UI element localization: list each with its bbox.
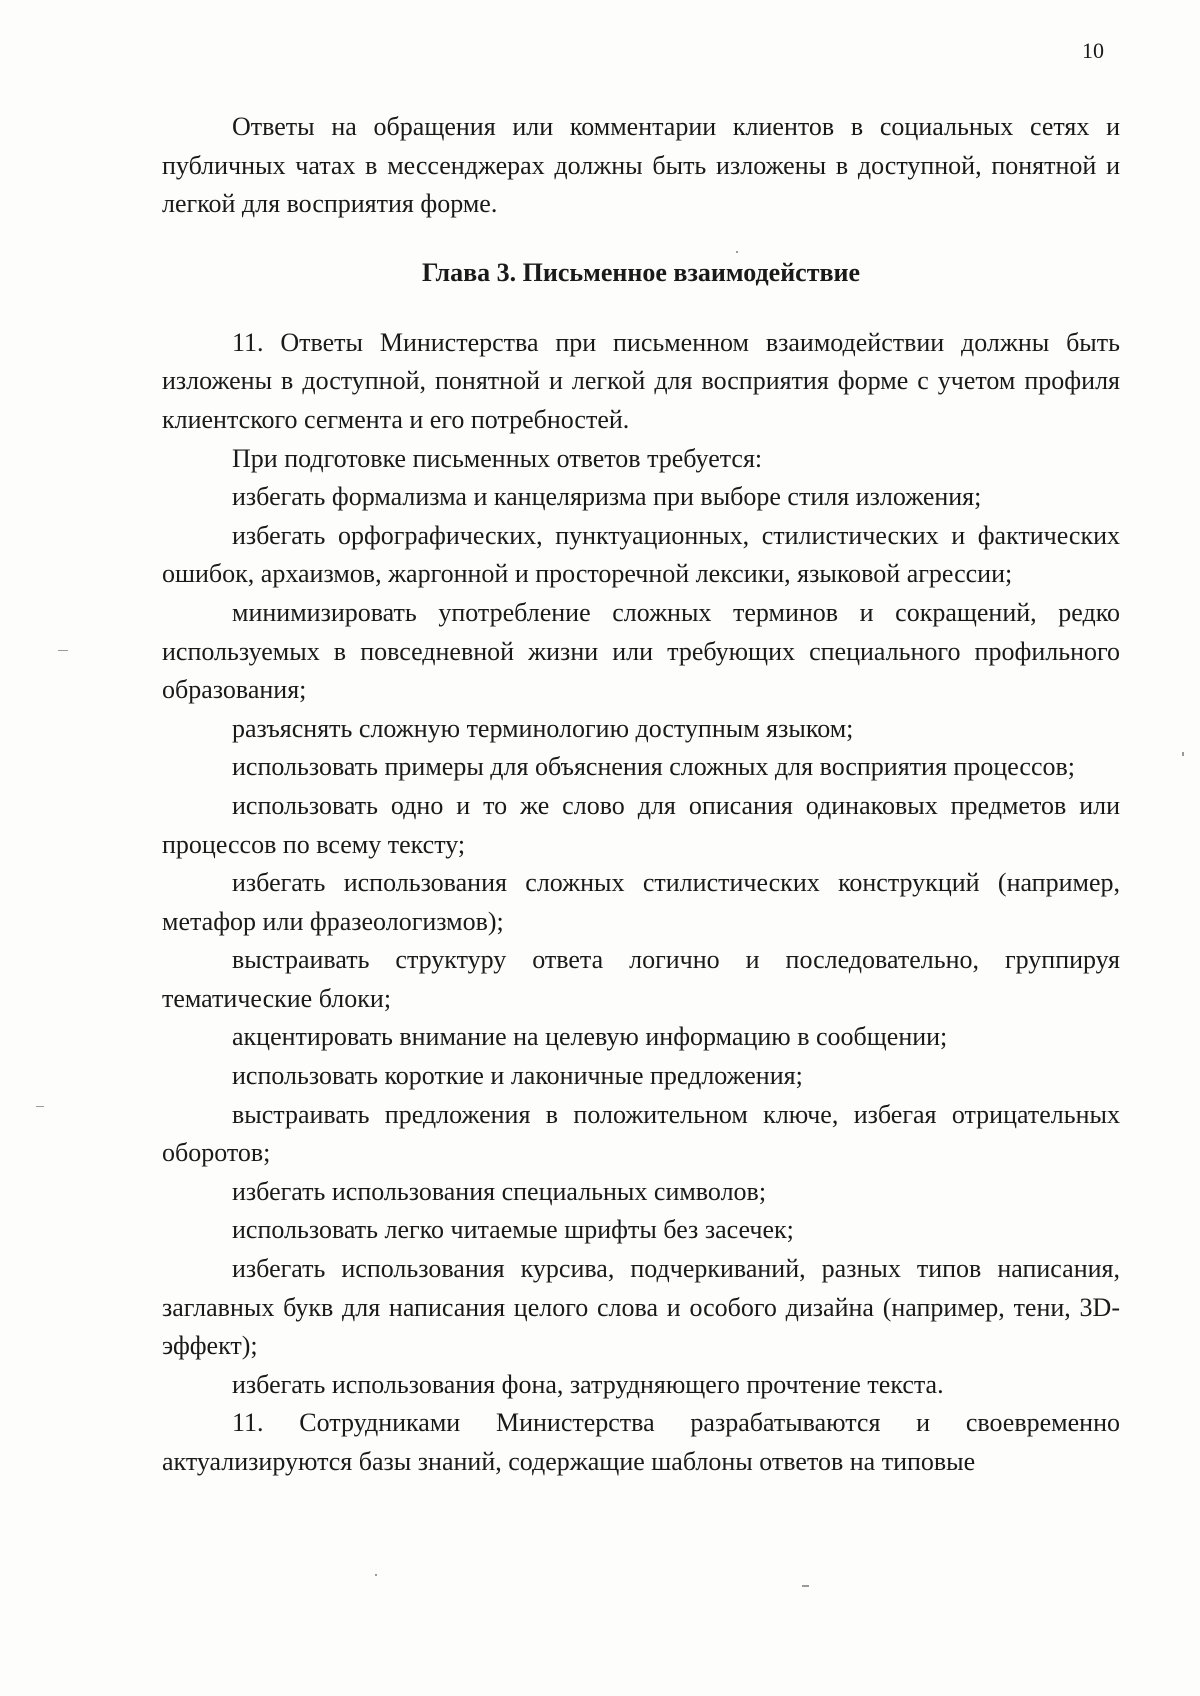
list-item-same-word: использовать одно и то же слово для описания одинаковых предметов или процессов по всему тексту;	[162, 790, 1120, 859]
list-item-explain-terms: разъяснять сложную терминологию доступным языком;	[232, 713, 854, 743]
list-item-special-symbols: избегать использования специальных символов;	[232, 1176, 767, 1206]
paragraph-knowledge-base: 11. Сотрудниками Министерства разрабатываются и своевременно актуализируются базы знаний, содержащие шаблоны ответов на типовые	[162, 1408, 1120, 1476]
list-item-formalism: избегать формализма и канцеляризма при выборе стиля изложения;	[232, 482, 982, 512]
list-item-background: избегать использования фона, затрудняющего прочтение текста.	[232, 1369, 944, 1399]
list-item-stylistic: избегать использования сложных стилистических конструкций (например, метафор или фразеологизмов);	[162, 868, 1120, 936]
list-item-short-sentences: использовать короткие и лаконичные предложения;	[232, 1061, 803, 1091]
paragraph-item-11: 11. Ответы Министерства при письменном взаимодействии должны быть изложены в доступной, понятной и легкой для восприятия форме с учетом профиля клиентского сегмента и его потребностей.	[162, 327, 1120, 434]
chapter-heading: Глава 3. Письменное взаимодействие	[421, 257, 861, 287]
scan-speck	[58, 650, 68, 651]
list-item-structure: выстраивать структуру ответа логично и последовательно, группируя тематические блоки;	[162, 945, 1120, 1013]
list-item-positive: выстраивать предложения в положительном ключе, избегая отрицательных оборотов;	[162, 1099, 1120, 1168]
list-item-focus: акцентировать внимание на целевую информацию в сообщении;	[232, 1022, 948, 1052]
paragraph-intro: Ответы на обращения или комментарии клиентов в социальных сетях и публичных чатах в мессенджерах должны быть изложены в доступной, понятной и легкой для восприятия форме.	[162, 112, 1120, 219]
list-item-fonts: использовать легко читаемые шрифты без засечек;	[232, 1215, 794, 1245]
document-body	[162, 108, 1120, 1482]
scan-speck	[1182, 752, 1184, 756]
list-item-design: избегать использования курсива, подчеркиваний, разных типов написания, заглавных букв для написания целого слова и особого дизайна (например, тени, 3D-эффект);	[162, 1254, 1120, 1361]
list-item-terms: минимизировать употребление сложных терминов и сокращений, редко используемых в повседневной жизни или требующих специального профильного образования;	[162, 597, 1120, 705]
scan-speck	[375, 1574, 377, 1576]
scan-speck	[36, 1106, 44, 1107]
list-item-errors: избегать орфографических, пунктуационных, стилистических и фактических ошибок, архаизмов, жаргонной и просторечной лексики, языковой агрессии;	[162, 520, 1120, 589]
paragraph-requirements-intro: При подготовке письменных ответов требуется:	[232, 443, 763, 473]
page-number: 10	[1082, 38, 1104, 63]
scan-speck	[802, 1585, 809, 1587]
scan-speck	[736, 251, 738, 253]
list-item-examples: использовать примеры для объяснения сложных для восприятия процессов;	[232, 752, 1075, 782]
